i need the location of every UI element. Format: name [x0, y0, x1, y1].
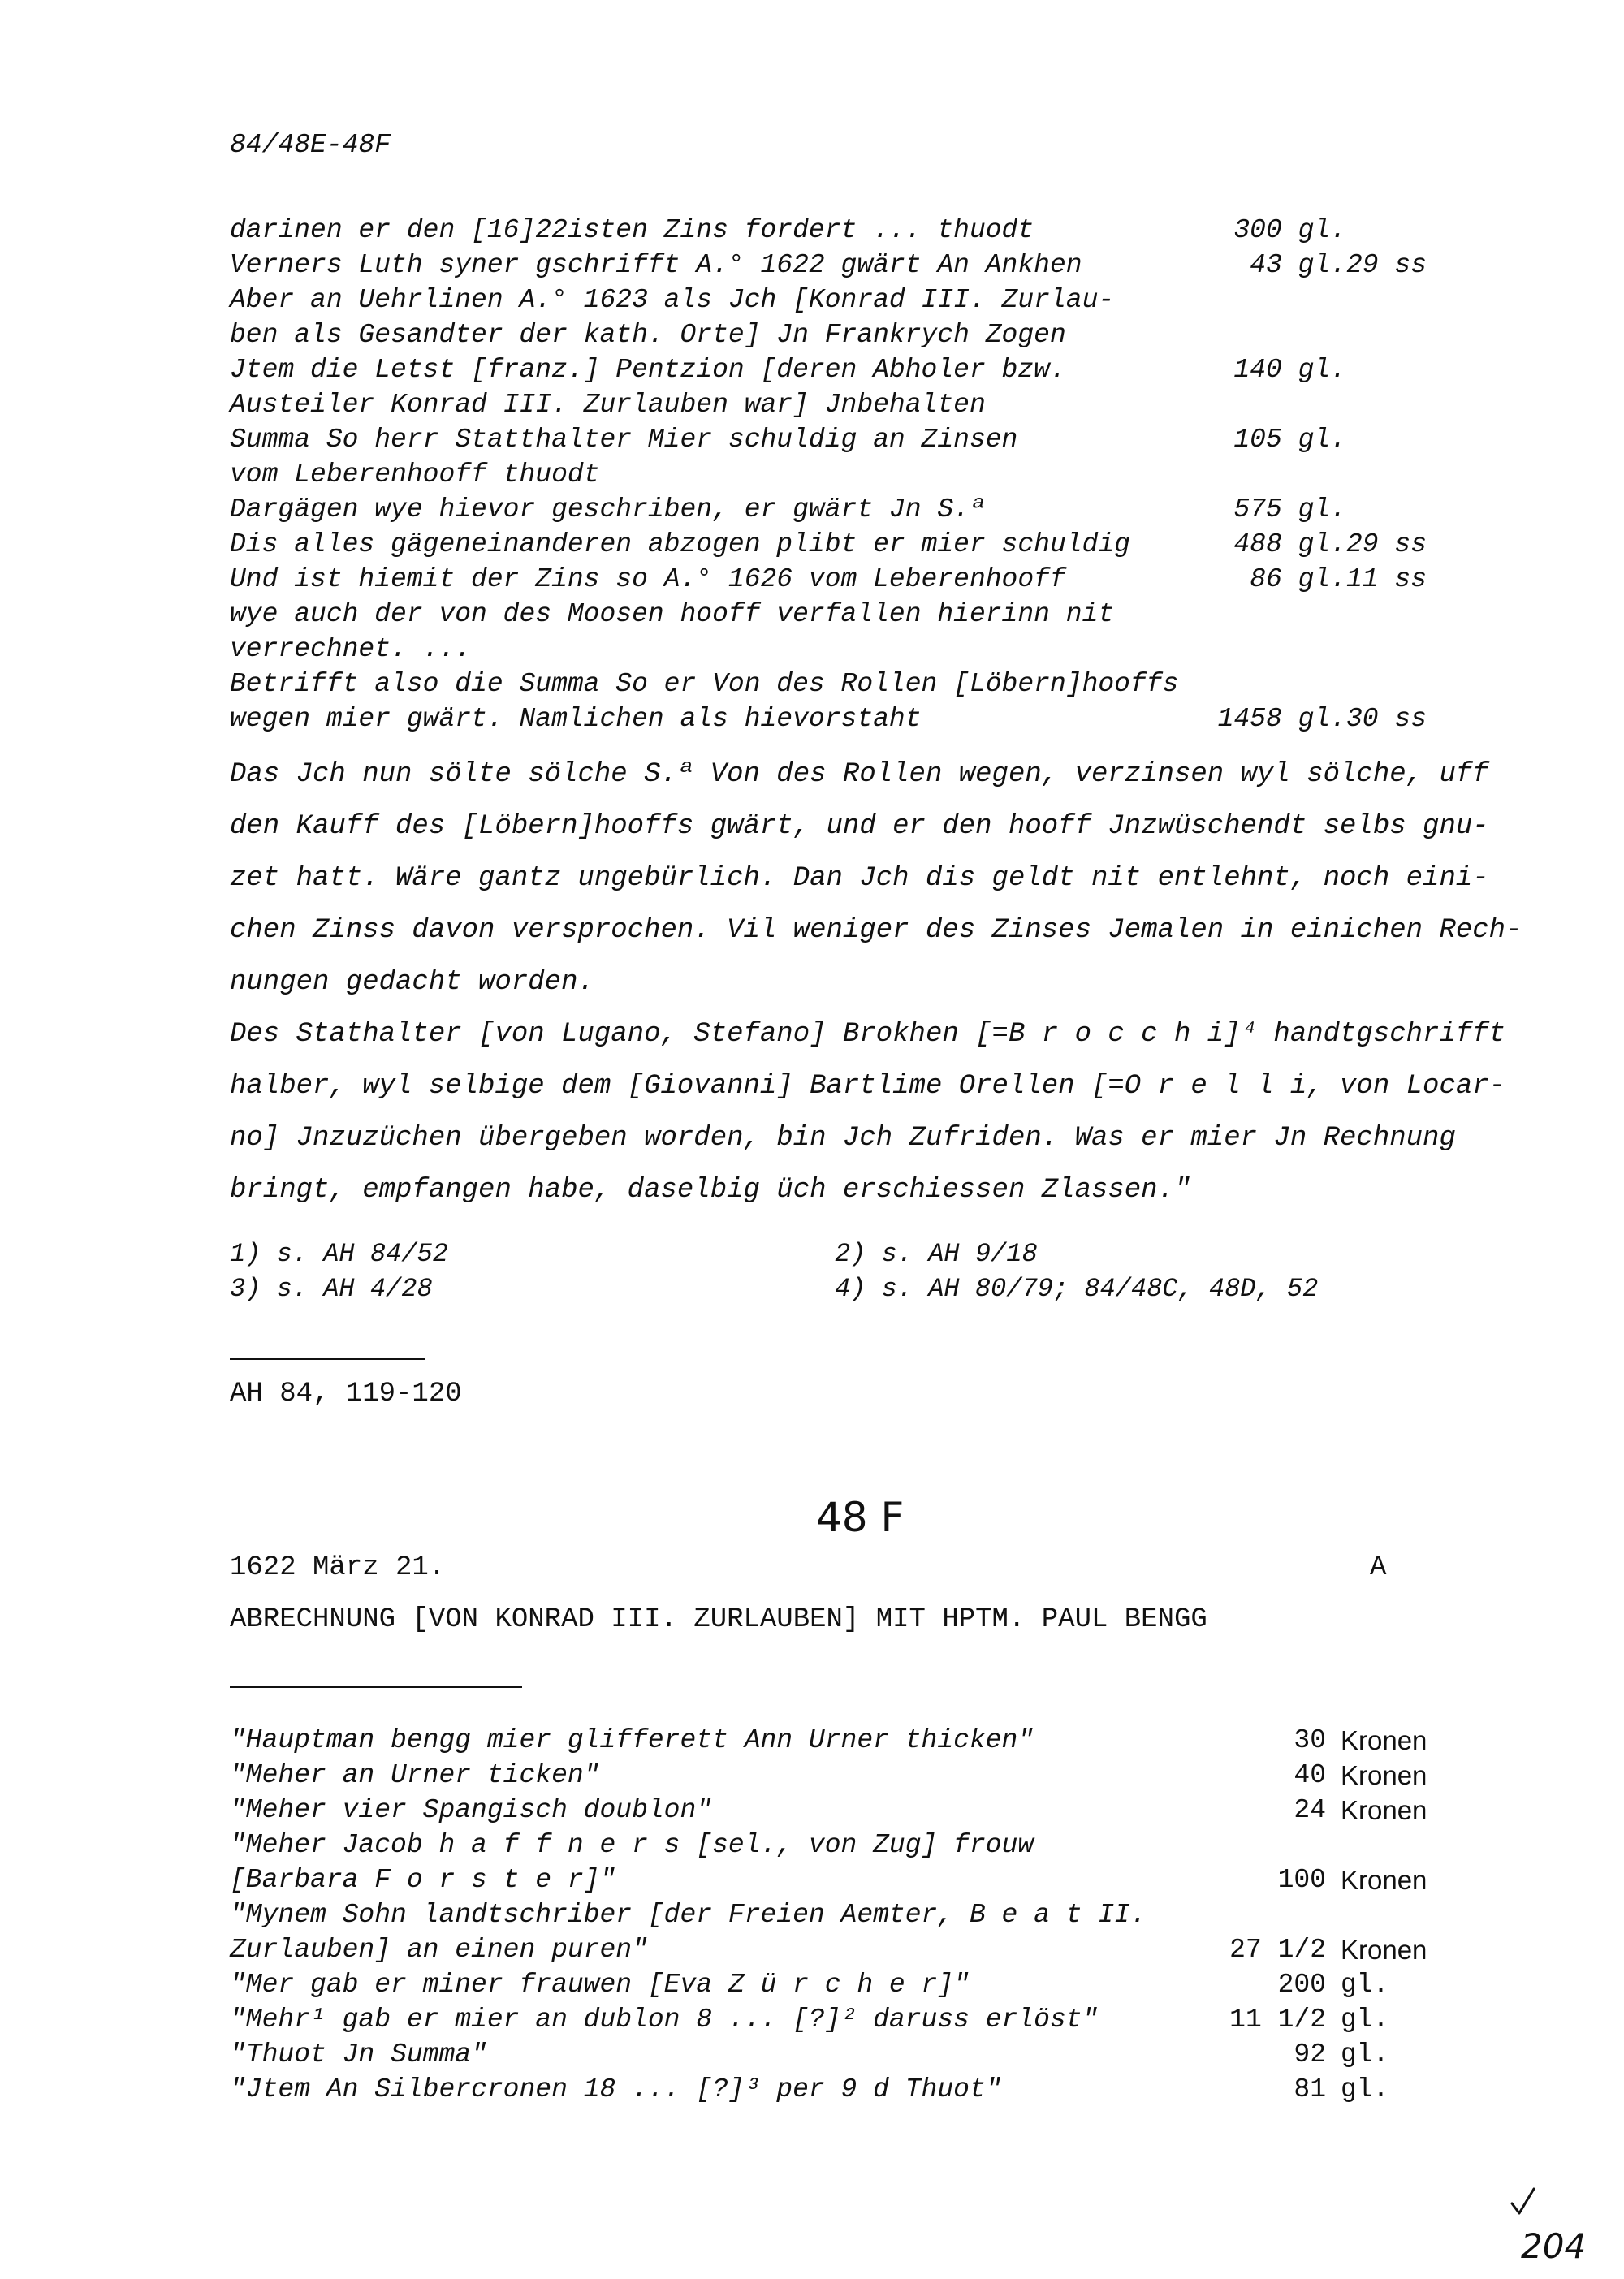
ledger-description: Austeiler Konrad III. Zurlauben war] Jnbehalten — [230, 390, 986, 420]
ledger-row — [230, 1723, 1464, 1758]
footnote: 2) s. AH 9/18 — [835, 1239, 1038, 1269]
ledger-row — [230, 248, 1464, 283]
ledger-amount: 100 — [1277, 1865, 1326, 1895]
ledger-row — [230, 352, 1464, 387]
ledger-description: "Meher vier Spangisch doublon" — [230, 1795, 713, 1825]
prose-line: no] Jnzuzüchen übergeben worden, bin Jch Zufriden. Was er mier Jn Rechnung — [230, 1123, 1456, 1154]
prose-paragraph — [230, 749, 1522, 1216]
section-divider — [230, 1358, 425, 1360]
ledger-unit: gl. — [1341, 2005, 1389, 2035]
document-date: 1622 März 21. — [230, 1552, 446, 1583]
footnote: 1) s. AH 84/52 — [230, 1239, 448, 1269]
ledger-amount: 30 — [1294, 1725, 1326, 1755]
prose-line: chen Zinss davon versprochen. Vil weniger des Zinses Jemalen in einichen Rech- — [230, 915, 1522, 946]
prose-line: zet hatt. Wäre gantz ungebürlich. Dan Jch dis geldt nit entlehnt, noch eini- — [230, 863, 1489, 894]
document-number: 48 F — [816, 1494, 905, 1541]
ledger-amount: 140 gl. — [1233, 355, 1346, 385]
page-identifier: 84/48E-48F — [230, 130, 391, 160]
ledger-row — [230, 597, 1464, 632]
ledger-amount: 27 1/2 — [1229, 1935, 1326, 1965]
ledger-unit: gl. — [1341, 1970, 1389, 2000]
ledger-description: Dis alles gägeneinanderen abzogen plibt er mier schuldig — [230, 529, 1130, 559]
ledger-row — [230, 2002, 1464, 2037]
ledger-description: [Barbara F o r s t e r]" — [230, 1865, 616, 1895]
ledger-row — [230, 1967, 1464, 2002]
ledger-description: "Jtem An Silbercronen 18 ... [?]³ per 9 d Thuot" — [230, 2074, 1002, 2104]
ledger-description: "Mynem Sohn landtschriber [der Freien Aemter, B e a t II. — [230, 1900, 1147, 1930]
ledger-unit: Kronen — [1341, 1795, 1427, 1825]
ledger-unit: Kronen — [1341, 1865, 1427, 1895]
ledger-schilling: 30 ss — [1346, 704, 1427, 734]
prose-line: nungen gedacht worden. — [230, 967, 594, 998]
ledger-row — [230, 2037, 1464, 2072]
ledger-schilling: 29 ss — [1346, 250, 1427, 280]
prose-line: Des Stathalter [von Lugano, Stefano] Brokhen [=B r o c c h i]⁴ handtgschrifft — [230, 1019, 1506, 1050]
ledger-row — [230, 317, 1464, 352]
ledger-amount: 24 — [1294, 1795, 1326, 1825]
ledger-amount: 92 — [1294, 2039, 1326, 2070]
ledger-description: verrechnet. ... — [230, 634, 472, 664]
ledger-description: Verners Luth syner gschrifft A.° 1622 gwärt An Ankhen — [230, 250, 1082, 280]
ledger-description: wegen mier gwärt. Namlichen als hievorstaht — [230, 704, 922, 734]
ledger-description: "Mer gab er miner frauwen [Eva Z ü r c h e r]" — [230, 1970, 970, 2000]
ledger-amount: 1458 gl. — [1217, 704, 1346, 734]
ledger-amount: 488 gl. — [1233, 529, 1346, 559]
ledger-description: Jtem die Letst [franz.] Pentzion [deren Abholer bzw. — [230, 355, 1066, 385]
ledger-amount: 300 gl. — [1233, 215, 1346, 245]
ledger-description: "Meher Jacob h a f f n e r s [sel., von Zug] frouw — [230, 1830, 1034, 1860]
top-ledger — [230, 213, 1464, 736]
ledger-unit: gl. — [1341, 2039, 1389, 2070]
prose-line: bringt, empfangen habe, daselbig üch erschiessen Zlassen." — [230, 1175, 1191, 1206]
document-type: A — [1370, 1552, 1387, 1583]
ledger-amount: 81 — [1294, 2074, 1326, 2104]
ledger-row — [230, 562, 1464, 597]
ledger-row — [230, 492, 1464, 527]
ledger-description: "Hauptman bengg mier glifferett Ann Urner thicken" — [230, 1725, 1034, 1755]
ledger-unit: Kronen — [1341, 1760, 1427, 1790]
ledger-row — [230, 2072, 1464, 2107]
ledger-row — [230, 1828, 1464, 1862]
ledger-description: Betrifft also die Summa So er Von des Rollen [Löbern]hooffs — [230, 669, 1179, 699]
ledger-description: Und ist hiemit der Zins so A.° 1626 vom Leberenhooff — [230, 564, 1066, 594]
ledger-row — [230, 422, 1464, 457]
ledger-description: Summa So herr Statthalter Mier schuldig an Zinsen — [230, 425, 1018, 455]
ledger-amount: 86 gl. — [1250, 564, 1346, 594]
source-reference: AH 84, 119-120 — [230, 1379, 462, 1409]
bottom-ledger — [230, 1723, 1464, 2107]
ledger-unit: Kronen — [1341, 1935, 1427, 1965]
ledger-amount: 43 gl. — [1250, 250, 1346, 280]
ledger-row — [230, 1897, 1464, 1932]
ledger-amount: 575 gl. — [1233, 494, 1346, 524]
ledger-row — [230, 701, 1464, 736]
ledger-description: "Meher an Urner ticken" — [230, 1760, 600, 1790]
ledger-row — [230, 283, 1464, 317]
ledger-schilling: 11 ss — [1346, 564, 1427, 594]
ledger-row — [230, 1793, 1464, 1828]
ledger-row — [230, 1862, 1464, 1897]
title-divider — [230, 1686, 522, 1688]
ledger-description: "Mehr¹ gab er mier an dublon 8 ... [?]² daruss erlöst" — [230, 2005, 1099, 2035]
footnote: 3) s. AH 4/28 — [230, 1274, 433, 1304]
ledger-description: wye auch der von des Moosen hooff verfallen hierinn nit — [230, 599, 1115, 629]
ledger-description: Aber an Uehrlinen A.° 1623 als Jch [Konrad III. Zurlau- — [230, 285, 1115, 315]
ledger-row — [230, 667, 1464, 701]
ledger-description: vom Leberenhooff thuodt — [230, 460, 600, 490]
check-mark-icon — [1509, 2186, 1538, 2218]
prose-line: halber, wyl selbige dem [Giovanni] Bartlime Orellen [=O r e l l i, von Locar- — [230, 1071, 1506, 1102]
ledger-description: Zurlauben] an einen puren" — [230, 1935, 648, 1965]
document-title: ABRECHNUNG [VON KONRAD III. ZURLAUBEN] MIT HPTM. PAUL BENGG — [230, 1604, 1207, 1635]
archive-page-number: 204 — [1521, 2226, 1587, 2266]
ledger-row — [230, 387, 1464, 422]
ledger-amount: 200 — [1277, 1970, 1326, 2000]
ledger-description: "Thuot Jn Summa" — [230, 2039, 487, 2070]
ledger-row — [230, 1758, 1464, 1793]
ledger-row — [230, 457, 1464, 492]
ledger-description: ben als Gesandter der kath. Orte] Jn Frankrych Zogen — [230, 320, 1066, 350]
ledger-description: darinen er den [16]22isten Zins fordert ... thuodt — [230, 215, 1034, 245]
ledger-row — [230, 213, 1464, 248]
ledger-row — [230, 1932, 1464, 1967]
ledger-row — [230, 632, 1464, 667]
ledger-amount: 105 gl. — [1233, 425, 1346, 455]
ledger-amount: 40 — [1294, 1760, 1326, 1790]
ledger-unit: Kronen — [1341, 1725, 1427, 1755]
ledger-row — [230, 527, 1464, 562]
ledger-description: Dargägen wye hievor geschriben, er gwärt Jn S.ª — [230, 494, 986, 524]
prose-line: den Kauff des [Löbern]hooffs gwärt, und er den hooff Jnzwüschendt selbs gnu- — [230, 811, 1489, 842]
ledger-schilling: 29 ss — [1346, 529, 1427, 559]
footnote: 4) s. AH 80/79; 84/48C, 48D, 52 — [835, 1274, 1319, 1304]
ledger-unit: gl. — [1341, 2074, 1389, 2104]
prose-line: Das Jch nun sölte sölche S.ª Von des Rollen wegen, verzinsen wyl sölche, uff — [230, 759, 1489, 790]
ledger-amount: 11 1/2 — [1229, 2005, 1326, 2035]
